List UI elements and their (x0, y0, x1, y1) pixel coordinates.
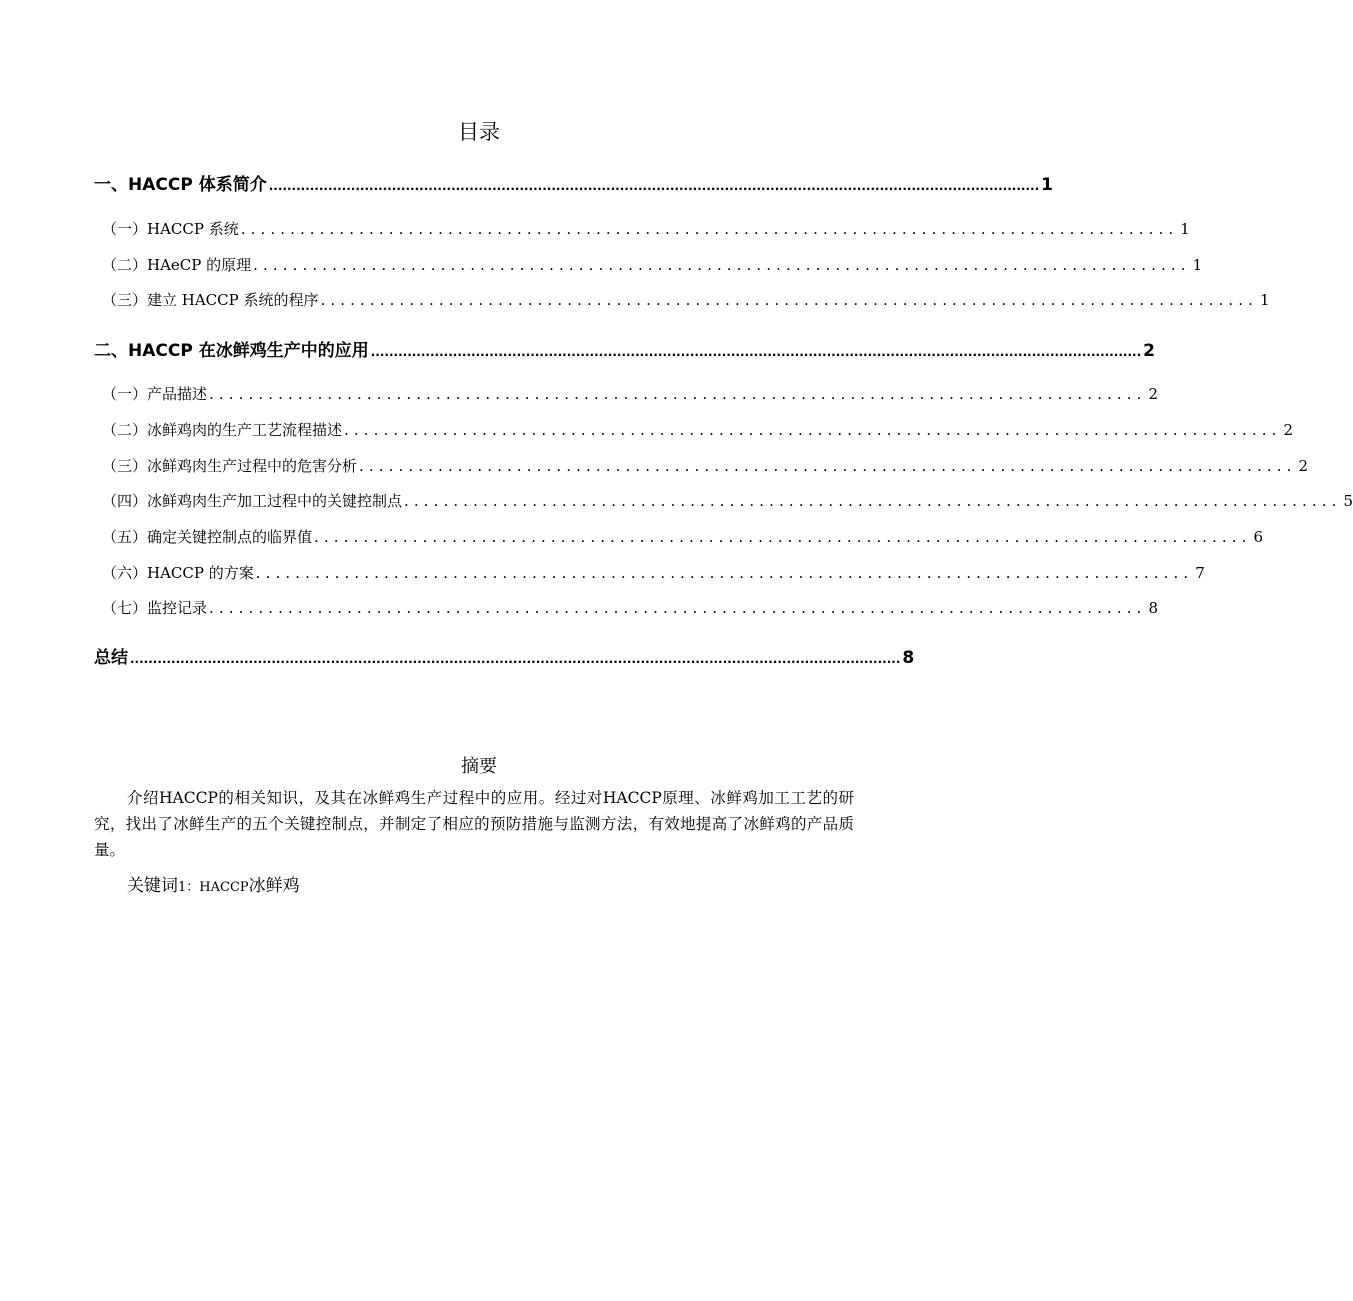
toc-leader: ............................................................................................... (404, 492, 1342, 510)
toc-entry-text: （一）HACCP 系统 (102, 220, 239, 238)
toc-entry-page: 2 (1143, 341, 1155, 361)
toc-entry[interactable] (102, 563, 1205, 583)
toc-leader: ............................................................................................... (209, 385, 1147, 403)
toc-entry-text: （四）冰鲜鸡肉生产加工过程中的关键控制点 (102, 492, 403, 510)
toc-entry[interactable] (102, 290, 1270, 310)
toc-entry-page: 1 (1180, 220, 1190, 238)
toc-entry-page: 7 (1195, 564, 1205, 582)
toc-entry-page: 2 (1298, 457, 1309, 475)
toc-entry-text: 总结 (94, 648, 128, 668)
toc-entry[interactable] (94, 174, 1053, 197)
toc-entry-page: 8 (902, 648, 915, 668)
toc-entry-page: 6 (1253, 528, 1264, 546)
keywords-term: 冰鲜鸡 (248, 876, 300, 896)
toc-entry-text: （五）确定关键控制点的临界值 (102, 528, 313, 546)
keywords-value: 1：HACCP (178, 880, 249, 895)
toc-leader: ............................................................................................... (359, 457, 1297, 475)
toc-leader: ......................................................................................................................................................................... (268, 179, 1040, 193)
keywords-label: 关键词 (127, 876, 178, 896)
toc-entry[interactable] (102, 456, 1309, 476)
toc-leader: ............................................................................................... (240, 220, 1179, 238)
toc-entry-text: 一、HACCP 体系简介 (94, 175, 267, 195)
toc-entry[interactable] (102, 255, 1203, 275)
toc-leader: ......................................................................................................................................................................... (130, 652, 901, 666)
abstract-body: 介绍HACCP的相关知识，及其在冰鲜鸡生产过程中的应用。经过对HACCP原理、冰鲜鸡加工工艺的研究，找出了冰鲜生产的五个关键控制点，并制定了相应的预防措施与监测方法，有效地提高了冰鲜鸡的产品质量。 (94, 789, 854, 859)
toc-entry-text: （二）冰鲜鸡肉的生产工艺流程描述 (102, 421, 343, 439)
toc-entry[interactable] (102, 527, 1264, 547)
toc-leader: ............................................................................................... (209, 599, 1147, 617)
toc-entry-page: 5 (1343, 492, 1353, 510)
toc-entry-page: 2 (1148, 385, 1159, 403)
toc-entry-text: （三）冰鲜鸡肉生产过程中的危害分析 (102, 457, 358, 475)
toc-entry[interactable] (102, 598, 1159, 618)
toc-entry-page: 8 (1148, 599, 1159, 617)
toc-entry[interactable] (94, 647, 915, 670)
toc-entry-text: （七）监控记录 (102, 599, 208, 617)
keywords-line (127, 871, 300, 896)
toc-leader: ............................................................................................... (253, 256, 1191, 274)
toc-leader: ............................................................................................... (255, 564, 1194, 582)
toc-entry-page: 2 (1283, 421, 1294, 439)
toc-entry-page: 1 (1259, 291, 1270, 309)
toc-entry[interactable] (102, 491, 1353, 511)
toc-entry[interactable] (102, 420, 1294, 440)
toc-entry-text: （一）产品描述 (102, 385, 208, 403)
toc-leader: ............................................................................................... (314, 528, 1252, 546)
toc-entry-text: （六）HACCP 的方案 (102, 564, 254, 582)
toc-entry-page: 1 (1192, 256, 1203, 274)
toc-title: 目录 (458, 120, 500, 144)
toc-entry[interactable] (94, 340, 1155, 363)
toc-leader: ............................................................................................... (320, 291, 1258, 309)
toc-entry[interactable] (102, 384, 1159, 404)
toc-leader: ......................................................................................................................................................................... (370, 345, 1142, 359)
toc-entry-page: 1 (1041, 175, 1053, 195)
toc-entry-text: （二）HAeCP 的原理 (102, 256, 252, 274)
toc-entry-text: 二、HACCP 在冰鲜鸡生产中的应用 (94, 341, 369, 361)
toc-entry[interactable] (102, 219, 1190, 239)
toc-leader: ............................................................................................... (344, 421, 1282, 439)
abstract-title: 摘要 (461, 756, 497, 777)
toc-entry-text: （三）建立 HACCP 系统的程序 (102, 291, 319, 309)
